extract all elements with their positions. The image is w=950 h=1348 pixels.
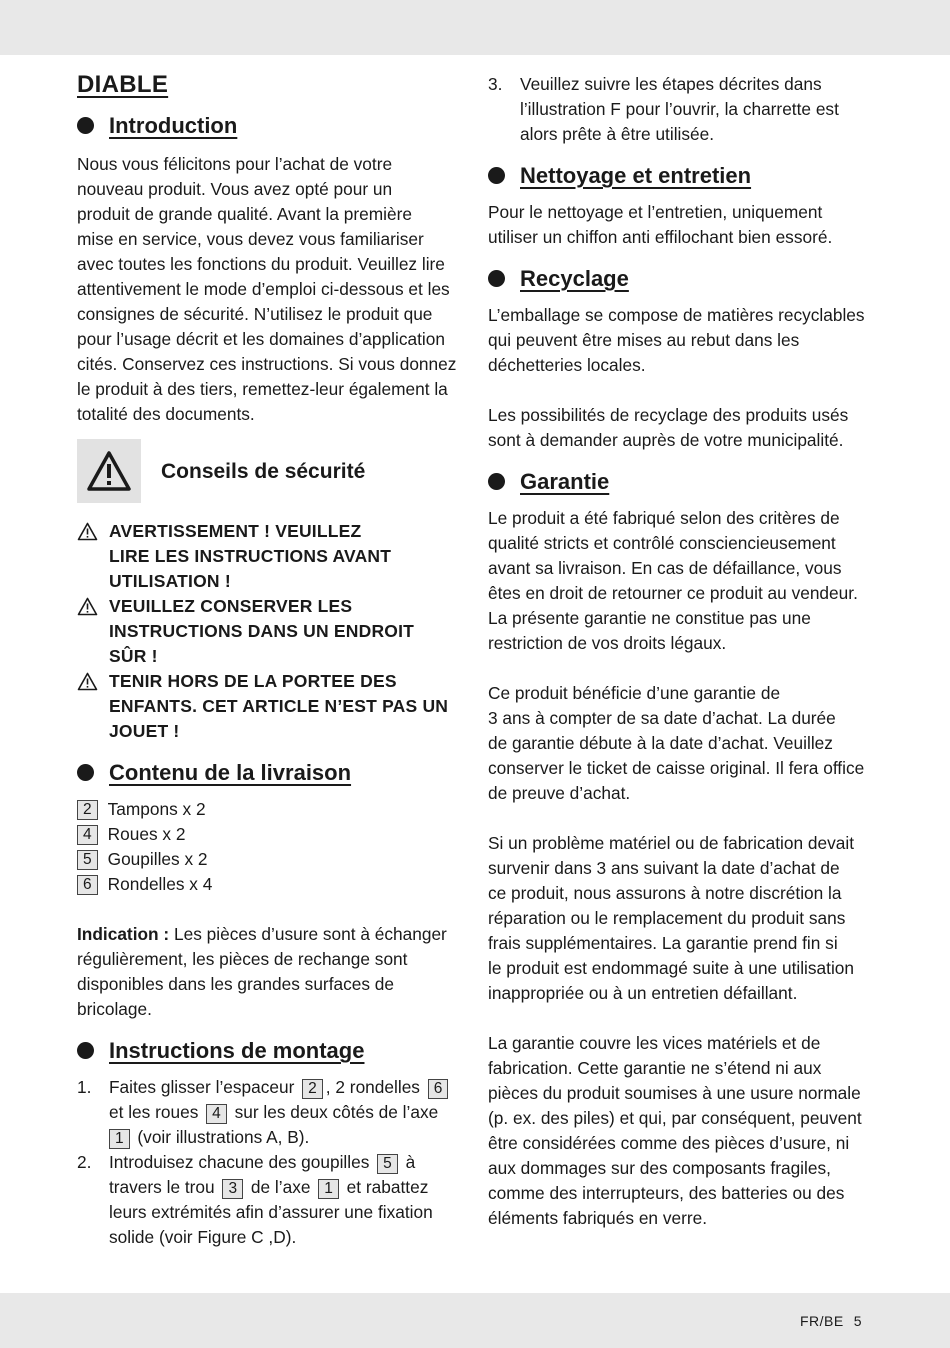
bullet-icon — [488, 167, 505, 184]
section-heading-warranty: Garantie — [488, 469, 880, 494]
recycling-paragraph-2: Les possibilités de recyclage des produits usés sont à demander auprès de votre municipalité. — [488, 405, 849, 450]
list-item: 4 Roues x 2 — [77, 822, 467, 847]
warning-item: TENIR HORS DE LA PORTEE DES ENFANTS. CET ARTICLE N’EST PAS UN JOUET ! — [77, 669, 467, 744]
warning-item: AVERTISSEMENT ! VEUILLEZ LIRE LES INSTRUCTIONS AVANT UTILISATION ! — [77, 519, 467, 594]
section-heading-recycling: Recyclage — [488, 266, 880, 291]
part-number-box: 4 — [77, 825, 98, 845]
safety-header — [77, 439, 467, 503]
bullet-icon — [488, 270, 505, 287]
bullet-icon — [77, 764, 94, 781]
page-number: 5 — [853, 1313, 862, 1329]
intro-paragraph: Nous vous félicitons pour l’achat de votre nouveau produit. Vous avez opté pour un produit de grande qualité. Avant la première mise en service, vous devez vous familiariser avec toutes les fonctions du produit. Veuillez lire attentivement le mode d’emploi ci-dessous et les consignes de sécurité. N’utilisez le produit que pour l’usage décrit et les domaines d’application cités. Conservez ces instructions. Si vous donnez le produit à des tiers, remettez-leur également la totalité des documents. — [77, 154, 457, 424]
bullet-icon — [488, 473, 505, 490]
warranty-paragraph-2: Ce produit bénéficie d’une garantie de 3 ans à compter de sa date d’achat. La durée de garantie débute à la date d’achat. Veuillez conserver le ticket de caisse original. Il fera office de preuve d’achat. — [488, 683, 865, 803]
assembly-steps-continued — [488, 72, 880, 147]
bullet-icon — [77, 117, 94, 134]
part-number-box: 6 — [77, 875, 98, 895]
right-column — [488, 72, 880, 1231]
part-number-box: 5 — [77, 850, 98, 870]
warning-item: VEUILLEZ CONSERVER LES INSTRUCTIONS DANS UN ENDROIT SÛR ! — [77, 594, 467, 669]
warranty-paragraph-1: Le produit a été fabriqué selon des critères de qualité stricts et contrôlé consciencieusement avant sa livraison. En cas de défaillance, vous êtes en droit de retourner ce produit au vendeur. La présente garantie ne constitue pas une restriction de vos droits légaux. — [488, 508, 858, 653]
list-item: 6 Rondelles x 4 — [77, 872, 467, 897]
warning-small-icon — [77, 594, 109, 669]
note-paragraph: Indication : Les pièces d’usure sont à échanger régulièrement, les pièces de rechange sont disponibles dans les grandes surfaces de bricolage. — [77, 924, 447, 1019]
part-number-box: 5 — [377, 1154, 398, 1174]
warning-small-icon — [77, 669, 109, 744]
part-number-box: 1 — [109, 1129, 130, 1149]
warranty-paragraph-3: Si un problème matériel ou de fabrication devait survenir dans 3 ans suivant la date d’achat de ce produit, nous assurons à notre discrétion la réparation ou le remplacement du produit sans frais supplémentaires. La garantie prend fin si le produit est endommagé suite à une utilisation inappropriée ou à un entretien défaillant. — [488, 833, 855, 1003]
note-label: Indication : — [77, 924, 170, 944]
warning-list — [77, 519, 467, 744]
part-number-box: 6 — [428, 1079, 449, 1099]
list-item: 3. Veuillez suivre les étapes décrites dans l’illustration F pour l’ouvrir, la charrette est alors prête à être utilisée. — [488, 74, 839, 144]
language-code: FR/BE — [799, 1313, 844, 1329]
warranty-paragraph-4: La garantie couvre les vices matériels et de fabrication. Cette garantie ne s’étend ni aux pièces du produit soumises à une usure normale (p. ex. des piles) et qui, par conséquent, peuvent être considérées comme des pièces d’usure, ni aux dommages sur des composants fragiles, comme des interrupteurs, des batteries ou des éléments fabriqués en verre. — [488, 1033, 862, 1228]
page-header-band — [0, 0, 950, 55]
bullet-icon — [77, 1042, 94, 1059]
warning-triangle-icon — [77, 439, 141, 503]
part-number-box: 2 — [77, 800, 98, 820]
list-item: 2 Tampons x 2 — [77, 797, 467, 822]
section-heading-introduction: Introduction — [77, 113, 467, 138]
list-item: 1. Faites glisser l’espaceur 2 , 2 rondelles 6 et les roues 4 sur les deux côtés de l’axe 1 (voir illustrations A, B). — [77, 1075, 467, 1150]
parts-list — [77, 797, 467, 897]
page-title: DIABLE — [77, 71, 169, 98]
left-column — [77, 70, 467, 1250]
part-number-box: 2 — [302, 1079, 323, 1099]
part-number-box: 3 — [222, 1179, 243, 1199]
warning-small-icon — [77, 519, 109, 594]
cleaning-paragraph: Pour le nettoyage et l’entretien, uniquement utiliser un chiffon anti effilochant bien essoré. — [488, 202, 833, 247]
part-number-box: 4 — [206, 1104, 227, 1124]
page-footer — [790, 1313, 862, 1329]
section-heading-assembly: Instructions de montage — [77, 1038, 467, 1063]
recycling-paragraph-1: L’emballage se compose de matières recyclables qui peuvent être mises au rebut dans les déchetteries locales. — [488, 305, 865, 375]
assembly-steps — [77, 1075, 467, 1250]
list-item: 5 Goupilles x 2 — [77, 847, 467, 872]
list-item: 2. Introduisez chacune des goupilles 5 à travers le trou 3 de l’axe 1 et rabattez leurs extrémités afin d’assurer une fixation solide (voir Figure C ,D). — [77, 1152, 433, 1247]
safety-title: Conseils de sécurité — [161, 459, 366, 483]
section-heading-contents: Contenu de la livraison — [77, 760, 467, 785]
part-number-box: 1 — [318, 1179, 339, 1199]
section-heading-cleaning: Nettoyage et entretien — [488, 163, 880, 188]
